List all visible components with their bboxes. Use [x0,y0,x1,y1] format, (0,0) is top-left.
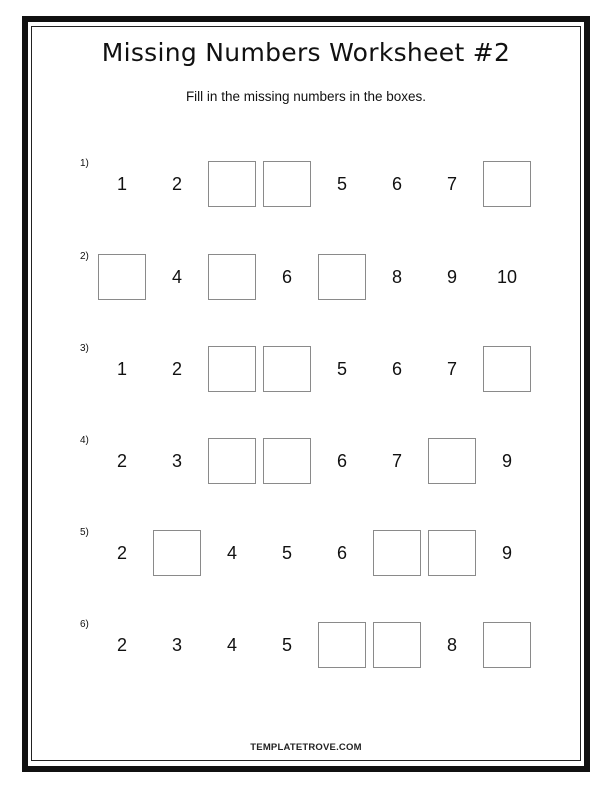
answer-box[interactable] [428,438,476,484]
given-number: 4 [226,634,237,655]
answer-box[interactable] [153,530,201,576]
given-number: 8 [446,634,457,655]
given-number: 3 [171,634,182,655]
given-number: 2 [171,358,182,379]
answer-box[interactable] [263,161,311,207]
given-number: 9 [501,542,512,563]
given-number: 2 [116,450,127,471]
given-number: 4 [226,542,237,563]
given-number: 9 [446,266,457,287]
given-number: 2 [116,634,127,655]
footer-site: TEMPLATETROVE.COM [250,742,362,753]
given-number: 7 [446,358,457,379]
given-number: 6 [281,266,292,287]
answer-box[interactable] [373,530,421,576]
given-number: 6 [336,542,347,563]
given-number: 9 [501,450,512,471]
problem-number: 6) [80,619,89,630]
given-number: 10 [496,266,518,287]
given-number: 5 [336,358,347,379]
problem-row-6 [0,619,612,672]
answer-box[interactable] [428,530,476,576]
answer-box[interactable] [208,161,256,207]
instructions: Fill in the missing numbers in the boxes. [185,89,427,104]
given-number: 1 [116,173,127,194]
given-number: 4 [171,266,182,287]
answer-box[interactable] [98,254,146,300]
problem-row-4 [0,435,612,488]
given-number: 1 [116,358,127,379]
given-number: 5 [281,542,292,563]
worksheet-title: Missing Numbers Worksheet #2 [101,38,511,67]
answer-box[interactable] [373,622,421,668]
given-number: 6 [391,358,402,379]
answer-box[interactable] [318,622,366,668]
given-number: 6 [336,450,347,471]
answer-box[interactable] [208,346,256,392]
answer-box[interactable] [208,438,256,484]
answer-box[interactable] [483,622,531,668]
problem-number: 2) [80,251,89,262]
given-number: 7 [446,173,457,194]
problem-number: 3) [80,343,89,354]
problem-row-2 [0,251,612,304]
problem-number: 4) [80,435,89,446]
problem-number: 1) [80,158,89,169]
given-number: 5 [281,634,292,655]
problem-row-5 [0,527,612,580]
given-number: 5 [336,173,347,194]
answer-box[interactable] [263,346,311,392]
answer-box[interactable] [483,346,531,392]
answer-box[interactable] [263,438,311,484]
answer-box[interactable] [208,254,256,300]
given-number: 7 [391,450,402,471]
given-number: 6 [391,173,402,194]
problem-row-3 [0,343,612,396]
given-number: 8 [391,266,402,287]
given-number: 2 [171,173,182,194]
problem-row-1 [0,158,612,211]
given-number: 2 [116,542,127,563]
answer-box[interactable] [318,254,366,300]
problem-number: 5) [80,527,89,538]
answer-box[interactable] [483,161,531,207]
given-number: 3 [171,450,182,471]
